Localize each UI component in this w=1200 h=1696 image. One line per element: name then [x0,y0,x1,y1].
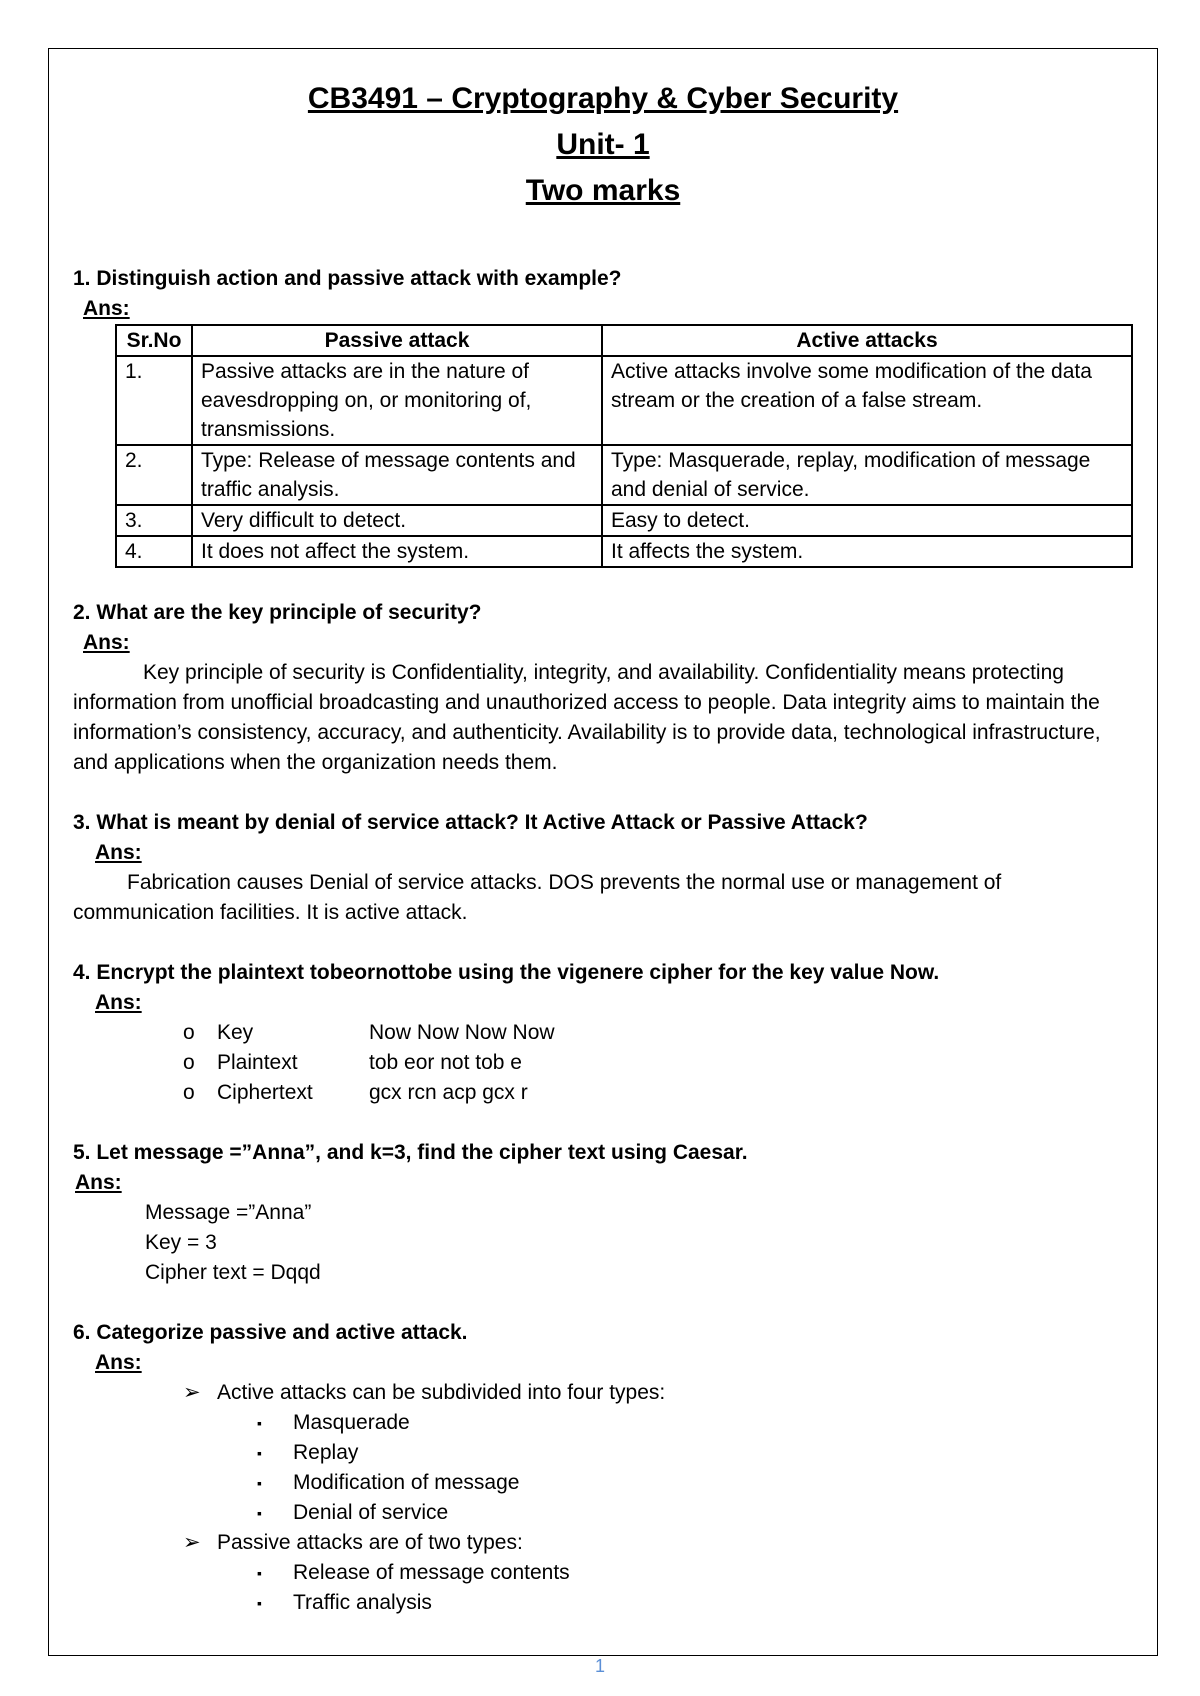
table-cell: Easy to detect. [602,505,1132,536]
table-row [116,505,1132,536]
item-label: Key [217,1021,254,1044]
item-text: Denial of service [293,1501,449,1524]
table-cell: 3. [116,505,192,536]
item-label: Ciphertext [217,1081,313,1104]
circle-bullet-icon: o [183,1081,195,1104]
answer-label: Ans: [95,841,142,864]
table-cell: Type: Masquerade, replay, modification of message and denial of service. [602,445,1132,505]
answer-label: Ans: [95,1351,142,1374]
question-1: 1. Distinguish action and passive attack with example? [73,267,622,290]
list-item [257,1588,1133,1618]
question-4: 4. Encrypt the plaintext tobeornottobe using the vigenere cipher for the key value Now. [73,961,940,984]
list-item [183,1078,1133,1108]
list-item [257,1408,1133,1438]
item-value: gcx rcn acp gcx r [369,1081,528,1104]
square-bullet-icon: ▪ [257,1595,262,1611]
table-row [116,536,1132,567]
arrow-bullet-icon: ➢ [183,1531,201,1554]
item-text: Traffic analysis [293,1591,432,1614]
answer-3-text: Fabrication causes Denial of service attacks. DOS prevents the normal use or management of communication facilities. It is active attack. [73,871,1002,924]
list-item [183,1528,1133,1558]
course-title: CB3491 – Cryptography & Cyber Security [307,82,899,115]
list-item [257,1558,1133,1588]
column-header: Passive attack [192,325,602,356]
table-row [116,356,1132,445]
square-bullet-icon: ▪ [257,1475,262,1491]
answer-2-text: Key principle of security is Confidentiality, integrity, and availability. Confidentiality means protecting information from unofficial broadcasting and unauthorized access to people. Data integrity aims to maintain the information’s consistency, accuracy, and authenticity. Availability is to provide data, technological infrastructure, and applications when the organization needs them. [73,661,1101,774]
active-heading: Active attacks can be subdivided into four types: [217,1381,666,1404]
item-text: Release of message contents [293,1561,570,1584]
table-cell: Very difficult to detect. [192,505,602,536]
table-row [116,445,1132,505]
answer-label: Ans: [83,297,130,320]
column-header: Sr.No [116,325,192,356]
table-cell: 4. [116,536,192,567]
square-bullet-icon: ▪ [257,1415,262,1431]
table-cell: Passive attacks are in the nature of eavesdropping on, or monitoring of, transmissions. [192,356,602,445]
table-cell: 2. [116,445,192,505]
list-item [183,1018,1133,1048]
list-item [183,1048,1133,1078]
item-value: Now Now Now Now [369,1021,555,1044]
item-text: Replay [293,1441,359,1464]
question-3: 3. What is meant by denial of service attack? It Active Attack or Passive Attack? [73,811,868,834]
unit-title: Unit- 1 [556,128,650,161]
item-text: Modification of message [293,1471,520,1494]
question-5: 5. Let message =”Anna”, and k=3, find the cipher text using Caesar. [73,1141,748,1164]
answer-label: Ans: [95,991,142,1014]
table-cell: 1. [116,356,192,445]
question-6: 6. Categorize passive and active attack. [73,1321,468,1344]
page-number: 1 [594,1656,605,1676]
table-cell: Type: Release of message contents and traffic analysis. [192,445,602,505]
list-item [183,1378,1133,1408]
answer-label: Ans: [83,631,130,654]
passive-heading: Passive attacks are of two types: [217,1531,523,1554]
square-bullet-icon: ▪ [257,1565,262,1581]
table-cell: It does not affect the system. [192,536,602,567]
attack-category-list [183,1378,1133,1408]
circle-bullet-icon: o [183,1021,195,1044]
table-cell: It affects the system. [602,536,1132,567]
arrow-bullet-icon: ➢ [183,1381,201,1404]
circle-bullet-icon: o [183,1051,195,1074]
list-item [257,1438,1133,1468]
square-bullet-icon: ▪ [257,1445,262,1461]
answer-label: Ans: [75,1171,122,1194]
column-header: Active attacks [602,325,1132,356]
item-label: Plaintext [217,1051,298,1074]
attack-comparison-table [115,324,1133,568]
item-value: tob eor not tob e [369,1051,522,1074]
answer-5-line: Key = 3 [145,1231,217,1254]
question-2: 2. What are the key principle of security? [73,601,482,624]
answer-5-line: Cipher text = Dqqd [145,1261,321,1284]
answer-5-line: Message =”Anna” [145,1201,312,1224]
document-body [73,76,1133,1618]
table-header-row [116,325,1132,356]
section-title: Two marks [525,174,681,207]
table-cell: Active attacks involve some modification of the data stream or the creation of a false stream. [602,356,1132,445]
square-bullet-icon: ▪ [257,1505,262,1521]
list-item [257,1468,1133,1498]
list-item [257,1498,1133,1528]
item-text: Masquerade [293,1411,410,1434]
